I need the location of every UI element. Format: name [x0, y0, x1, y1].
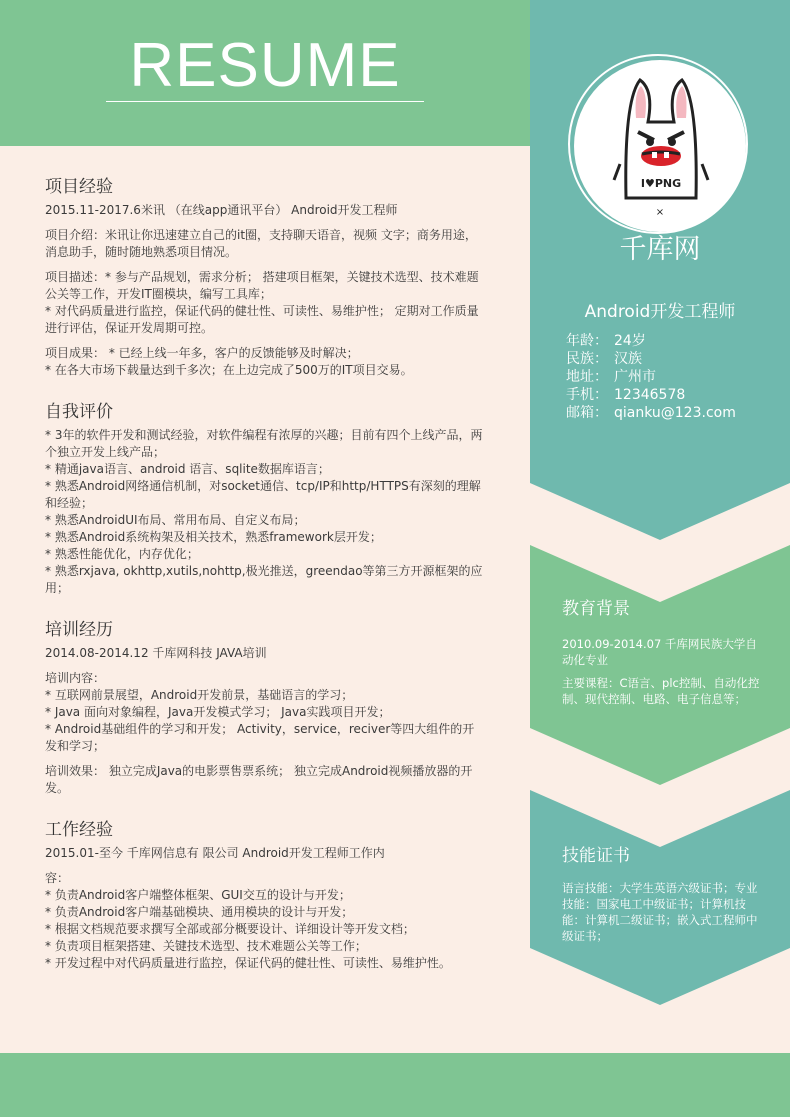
work-item: * 负责Android客户端基础模块、通用模块的设计与开发；: [45, 905, 354, 919]
self-eval-item: * 精通java语言、android 语言、sqlite数据库语言；: [45, 462, 330, 476]
info-row-address: 地址： 广州市: [566, 369, 656, 385]
profile-role: Android开发工程师: [584, 302, 736, 322]
work-content-label: 容：: [45, 871, 70, 885]
self-eval-item: * 熟悉Android系统构架及相关技术，熟悉framework层开发；: [45, 530, 382, 544]
training-item: * Android基础组件的学习和开发； Activity，service，reciver等四大组件的开发和学习；: [45, 722, 475, 753]
svg-text:×: ×: [655, 207, 665, 218]
page-title: RESUME: [129, 31, 401, 100]
skills-text: 语言技能：大学生英语六级证书；专业技能：国家电工中级证书；计算机技能：计算机二级证书；嵌入式工程师中级证书；: [562, 881, 758, 943]
work-heading: 工作经验: [45, 820, 113, 840]
projects-desc2: * 对代码质量进行监控，保证代码的健壮性、可读性、易维护性； 定期对工作质量进行评估，保证开发周期可控。: [45, 304, 479, 335]
work-item: * 根据文档规范要求撰写全部或部分概要设计、详细设计等开发文档；: [45, 922, 415, 936]
main-content: [45, 176, 485, 972]
projects-intro: 项目介绍：米讯让你迅速建立自己的it圈，支持聊天语音，视频 文字；商务用途，消息助手，随时随地熟悉项目情况。: [45, 228, 477, 259]
education-heading: 教育背景: [562, 599, 630, 619]
self-eval-item: * 熟悉性能优化，内存优化；: [45, 547, 199, 561]
footer-band: [0, 1053, 790, 1117]
training-content-label: 培训内容：: [45, 671, 106, 685]
projects-desc1: 项目描述：* 参与产品规划，需求分析； 搭建项目框架，关键技术选型、技术难题公关等工作，开发IT圈模块，编写工具库；: [45, 270, 479, 301]
info-row-phone: 手机： 12346578: [566, 387, 686, 403]
projects-result2: * 在各大市场下载量达到千多次；在上边完成了500万的IT项目交易。: [45, 363, 413, 377]
training-item: * 互联网前景展望，Android开发前景，基础语言的学习；: [45, 688, 354, 702]
work-item: * 开发过程中对代码质量进行监控，保证代码的健壮性、可读性、易维护性。: [45, 956, 451, 970]
education-line1: 2010.09-2014.07 千库网民族大学自动化专业: [562, 637, 757, 667]
self-eval-heading: 自我评价: [45, 402, 113, 422]
self-eval-item: * 熟悉rxjava, okhttp,xutils,nohttp,极光推送，greendao等第三方开源框架的应用；: [45, 564, 483, 595]
training-effect: 培训效果： 独立完成Java的电影票售票系统； 独立完成Android视频播放器的开发。: [45, 764, 473, 795]
training-subtitle: 2014.08-2014.12 千库网科技 JAVA培训: [45, 646, 267, 660]
self-eval-item: * 3年的软件开发和测试经验，对软件编程有浓厚的兴趣；目前有四个上线产品，两个独立开发上线产品；: [45, 428, 483, 459]
education-courses: 主要课程：C语言、plc控制、自动化控制、现代控制、电路、电子信息等；: [562, 676, 760, 706]
info-row-email: 邮箱： qianku@123.com: [566, 405, 736, 421]
projects-result1: 项目成果： * 已经上线一年多，客户的反馈能够及时解决；: [45, 346, 359, 360]
self-eval-item: * 熟悉Android网络通信机制，对socket通信、tcp/IP和http/HTTPS有深刻的理解和经验；: [45, 479, 481, 510]
rabbit-icon: [574, 60, 746, 232]
personal-info: [566, 332, 736, 422]
work-subtitle: 2015.01-至今 千库网信息有 限公司 Android开发工程师工作内: [45, 846, 385, 860]
self-eval-item: * 熟悉AndroidUI布局、常用布局、自定义布局；: [45, 513, 306, 527]
skills-heading: 技能证书: [562, 846, 630, 866]
training-item: * Java 面向对象编程，Java开发模式学习； Java实践项目开发；: [45, 705, 391, 719]
projects-subtitle: 2015.11-2017.6米讯 （在线app通讯平台） Android开发工程师: [45, 203, 398, 217]
avatar-logo-text: I♥PNG: [640, 177, 682, 190]
training-heading: 培训经历: [45, 620, 113, 640]
work-item: * 负责项目框架搭建、关键技术选型、技术难题公关等工作；: [45, 939, 367, 953]
info-row-ethnicity: 民族： 汉族: [566, 351, 642, 367]
profile-name: 千库网: [619, 234, 701, 265]
info-row-age: 年龄： 24岁: [566, 333, 646, 349]
avatar: [574, 60, 746, 232]
projects-heading: 项目经验: [45, 177, 113, 197]
work-item: * 负责Android客户端整体框架、GUI交互的设计与开发；: [45, 888, 351, 902]
